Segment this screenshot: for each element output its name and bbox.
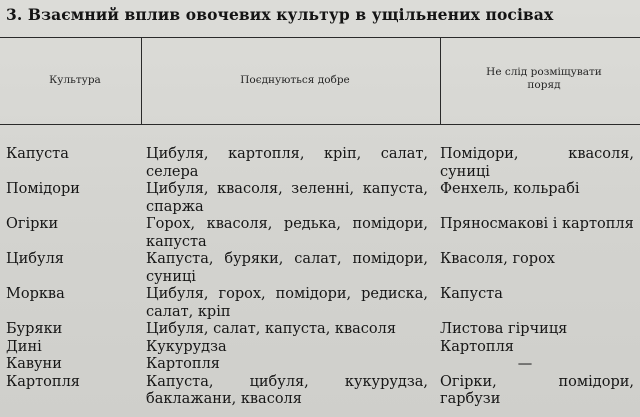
cell-bad: Помідори, квасоля, суниці: [440, 146, 634, 180]
cell-bad: Фенхель, кольрабі: [440, 181, 580, 197]
cell-culture: Картопля: [6, 373, 80, 390]
cell-bad: Листова гірчиця: [440, 321, 568, 337]
cell-good: Горох, квасоля, редька, помідори, капуста: [146, 216, 428, 250]
table-title: 3. Взаємний вплив овочевих культур в ущільнених посівах: [6, 5, 554, 24]
cell-good: Капуста, буряки, салат, помідори, суниці: [146, 251, 428, 285]
column-divider-1: [141, 38, 142, 124]
cell-culture: Цибуля: [6, 251, 64, 267]
table-body: [0, 146, 640, 409]
cell-good: Цибуля, квасоля, зеленні, капуста, спаржа: [146, 181, 428, 215]
cell-good: Капуста, цибуля, кукурудза, баклажани, квасоля: [146, 373, 428, 407]
column-divider-2: [440, 38, 441, 124]
table-row: [0, 216, 640, 251]
table-row: [0, 321, 640, 339]
table-row: [0, 339, 640, 357]
cell-bad: Огірки, помідори, гарбузи: [440, 373, 634, 407]
cell-culture: Кавуни: [6, 356, 62, 372]
cell-good: Кукурудза: [146, 338, 227, 355]
table-top-rule: [0, 37, 640, 38]
header-good-combination: Поєднуються добре: [240, 74, 350, 86]
cell-bad: Пряносмакові і картопля: [440, 216, 634, 232]
cell-bad: Картопля: [440, 338, 514, 355]
cell-good: Цибуля, салат, капуста, квасоля: [146, 321, 396, 337]
cell-culture: Капуста: [6, 146, 69, 162]
table-row: [0, 356, 640, 374]
cell-culture: Дині: [6, 338, 42, 355]
table-row: [0, 286, 640, 321]
cell-bad: —: [517, 356, 533, 372]
cell-good: Цибуля, горох, помідори, редиска, салат, кріп: [146, 286, 428, 320]
cell-culture: Буряки: [6, 321, 63, 337]
cell-bad: Квасоля, горох: [440, 251, 555, 267]
cell-good: Картопля: [146, 356, 220, 372]
cell-bad: Капуста: [440, 286, 503, 302]
cell-culture: Морква: [6, 286, 65, 302]
header-culture: Культура: [49, 74, 101, 86]
table-row: [0, 181, 640, 216]
table-header-rule: [0, 124, 640, 125]
table-row: [0, 374, 640, 409]
cell-culture: Огірки: [6, 216, 59, 232]
cell-culture: Помідори: [6, 181, 80, 197]
cell-good: Цибуля, картопля, кріп, салат, селера: [146, 146, 428, 180]
header-bad-combination: Не слід розміщувати поряд: [486, 66, 602, 91]
table-row: [0, 146, 640, 181]
table-row: [0, 251, 640, 286]
